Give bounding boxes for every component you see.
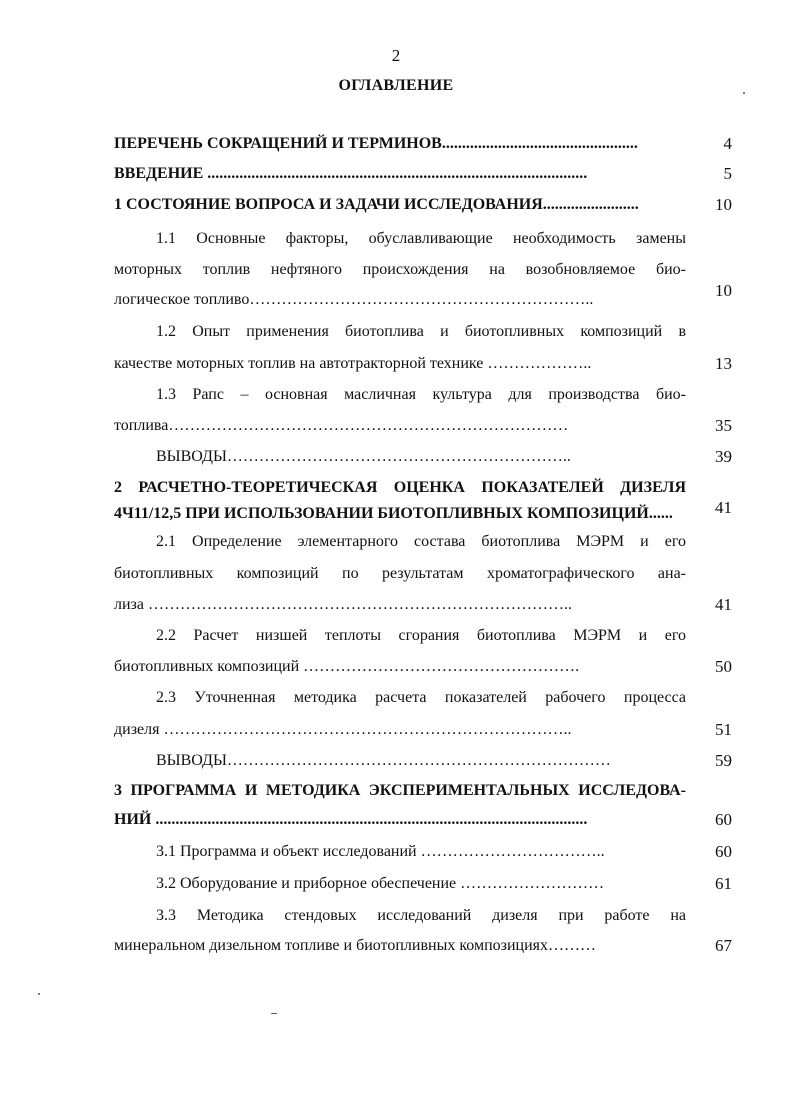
scan-speck (743, 92, 745, 94)
toc-entry-page: 61 (715, 874, 732, 893)
toc-entry-line: дизеля ………………………………………………………………….. (114, 721, 572, 738)
toc-entry-page: 41 (715, 498, 732, 517)
toc-entry-line: 2.1 Определение элементарного состава биотоплива МЭРМ и его (156, 533, 686, 550)
toc-entry-page: 41 (715, 595, 732, 614)
toc-entry-line: 1.2 Опыт применения биотоплива и биотопливных композиций в (156, 323, 686, 340)
toc-entry-page: 10 (715, 281, 732, 300)
toc-entry-page: 60 (715, 810, 732, 829)
toc-entry-line: 1.3 Рапс – основная масличная культура для производства био- (156, 386, 686, 403)
toc-entry-page: 10 (715, 195, 732, 214)
toc-entry-line: моторных топлив нефтяного происхождения на возобновляемое био- (114, 261, 686, 278)
scan-speck (271, 1013, 277, 1014)
toc-entry-line: ВЫВОДЫ……………………………………………………….. (156, 448, 571, 465)
toc-entry-page: 4 (723, 134, 732, 153)
toc-entry-line: биотопливных композиций по результатам хроматографического ана- (114, 565, 686, 582)
toc-entry-line: НИЙ ............................................................................................................ (114, 811, 588, 828)
toc-entry-line: 4Ч11/12,5 ПРИ ИСПОЛЬЗОВАНИИ БИОТОПЛИВНЫХ КОМПОЗИЦИЙ...... (114, 505, 673, 522)
toc-entry-line: 3 ПРОГРАММА И МЕТОДИКА ЭКСПЕРИМЕНТАЛЬНЫХ ИССЛЕДОВА- (114, 782, 686, 799)
toc-entry-page: 51 (715, 720, 732, 739)
toc-entry-line: 1.1 Основные факторы, обуславливающие необходимость замены (156, 230, 686, 247)
scan-speck (38, 993, 40, 995)
toc-entry-line: минеральном дизельном топливе и биотопливных композициях……… (114, 937, 597, 954)
toc-entry-line: ПЕРЕЧЕНЬ СОКРАЩЕНИЙ И ТЕРМИНОВ................................................. (114, 135, 638, 152)
page-title: ОГЛАВЛЕНИЕ (338, 77, 454, 94)
toc-entry-line: 2 РАСЧЕТНО-ТЕОРЕТИЧЕСКАЯ ОЦЕНКА ПОКАЗАТЕЛЕЙ ДИЗЕЛЯ (114, 479, 686, 496)
toc-entry-page: 5 (723, 164, 732, 183)
toc-entry-line: 1 СОСТОЯНИЕ ВОПРОСА И ЗАДАЧИ ИССЛЕДОВАНИЯ........................ (114, 196, 639, 213)
toc-entry-line: 3.2 Оборудование и приборное обеспечение ……………………… (156, 875, 605, 892)
toc-entry-line: биотопливных композиций ……………………………………………. (114, 658, 580, 675)
toc-entry-page: 67 (715, 936, 732, 955)
toc-entry-line: ВЫВОДЫ……………………………………………………………… (156, 752, 611, 769)
toc-entry-page: 60 (715, 842, 732, 861)
toc-entry-line: 3.3 Методика стендовых исследований дизеля при работе на (156, 907, 686, 924)
toc-entry-line: 2.3 Уточненная методика расчета показателей рабочего процесса (156, 689, 686, 706)
toc-entry-line: топлива………………………………………………………………… (114, 417, 569, 434)
toc-entry-line: логическое топливо……………………………………………………….. (114, 291, 594, 308)
toc-entry-page: 35 (715, 416, 732, 435)
toc-entry-line: лиза …………………………………………………………………….. (114, 596, 572, 613)
toc-entry-page: 59 (715, 751, 732, 770)
toc-entry-line: качестве моторных топлив на автотракторной технике ……………….. (114, 355, 592, 372)
toc-entry-line: 3.1 Программа и объект исследований …………………………….. (156, 843, 605, 860)
toc-entry-page: 13 (715, 354, 732, 373)
toc-entry-line: ВВЕДЕНИЕ ............................................................................................... (114, 165, 588, 182)
page-number: 2 (391, 46, 401, 65)
toc-entry-page: 50 (715, 657, 732, 676)
toc-entry-page: 39 (715, 447, 732, 466)
toc-entry-line: 2.2 Расчет низшей теплоты сгорания биотоплива МЭРМ и его (156, 627, 686, 644)
